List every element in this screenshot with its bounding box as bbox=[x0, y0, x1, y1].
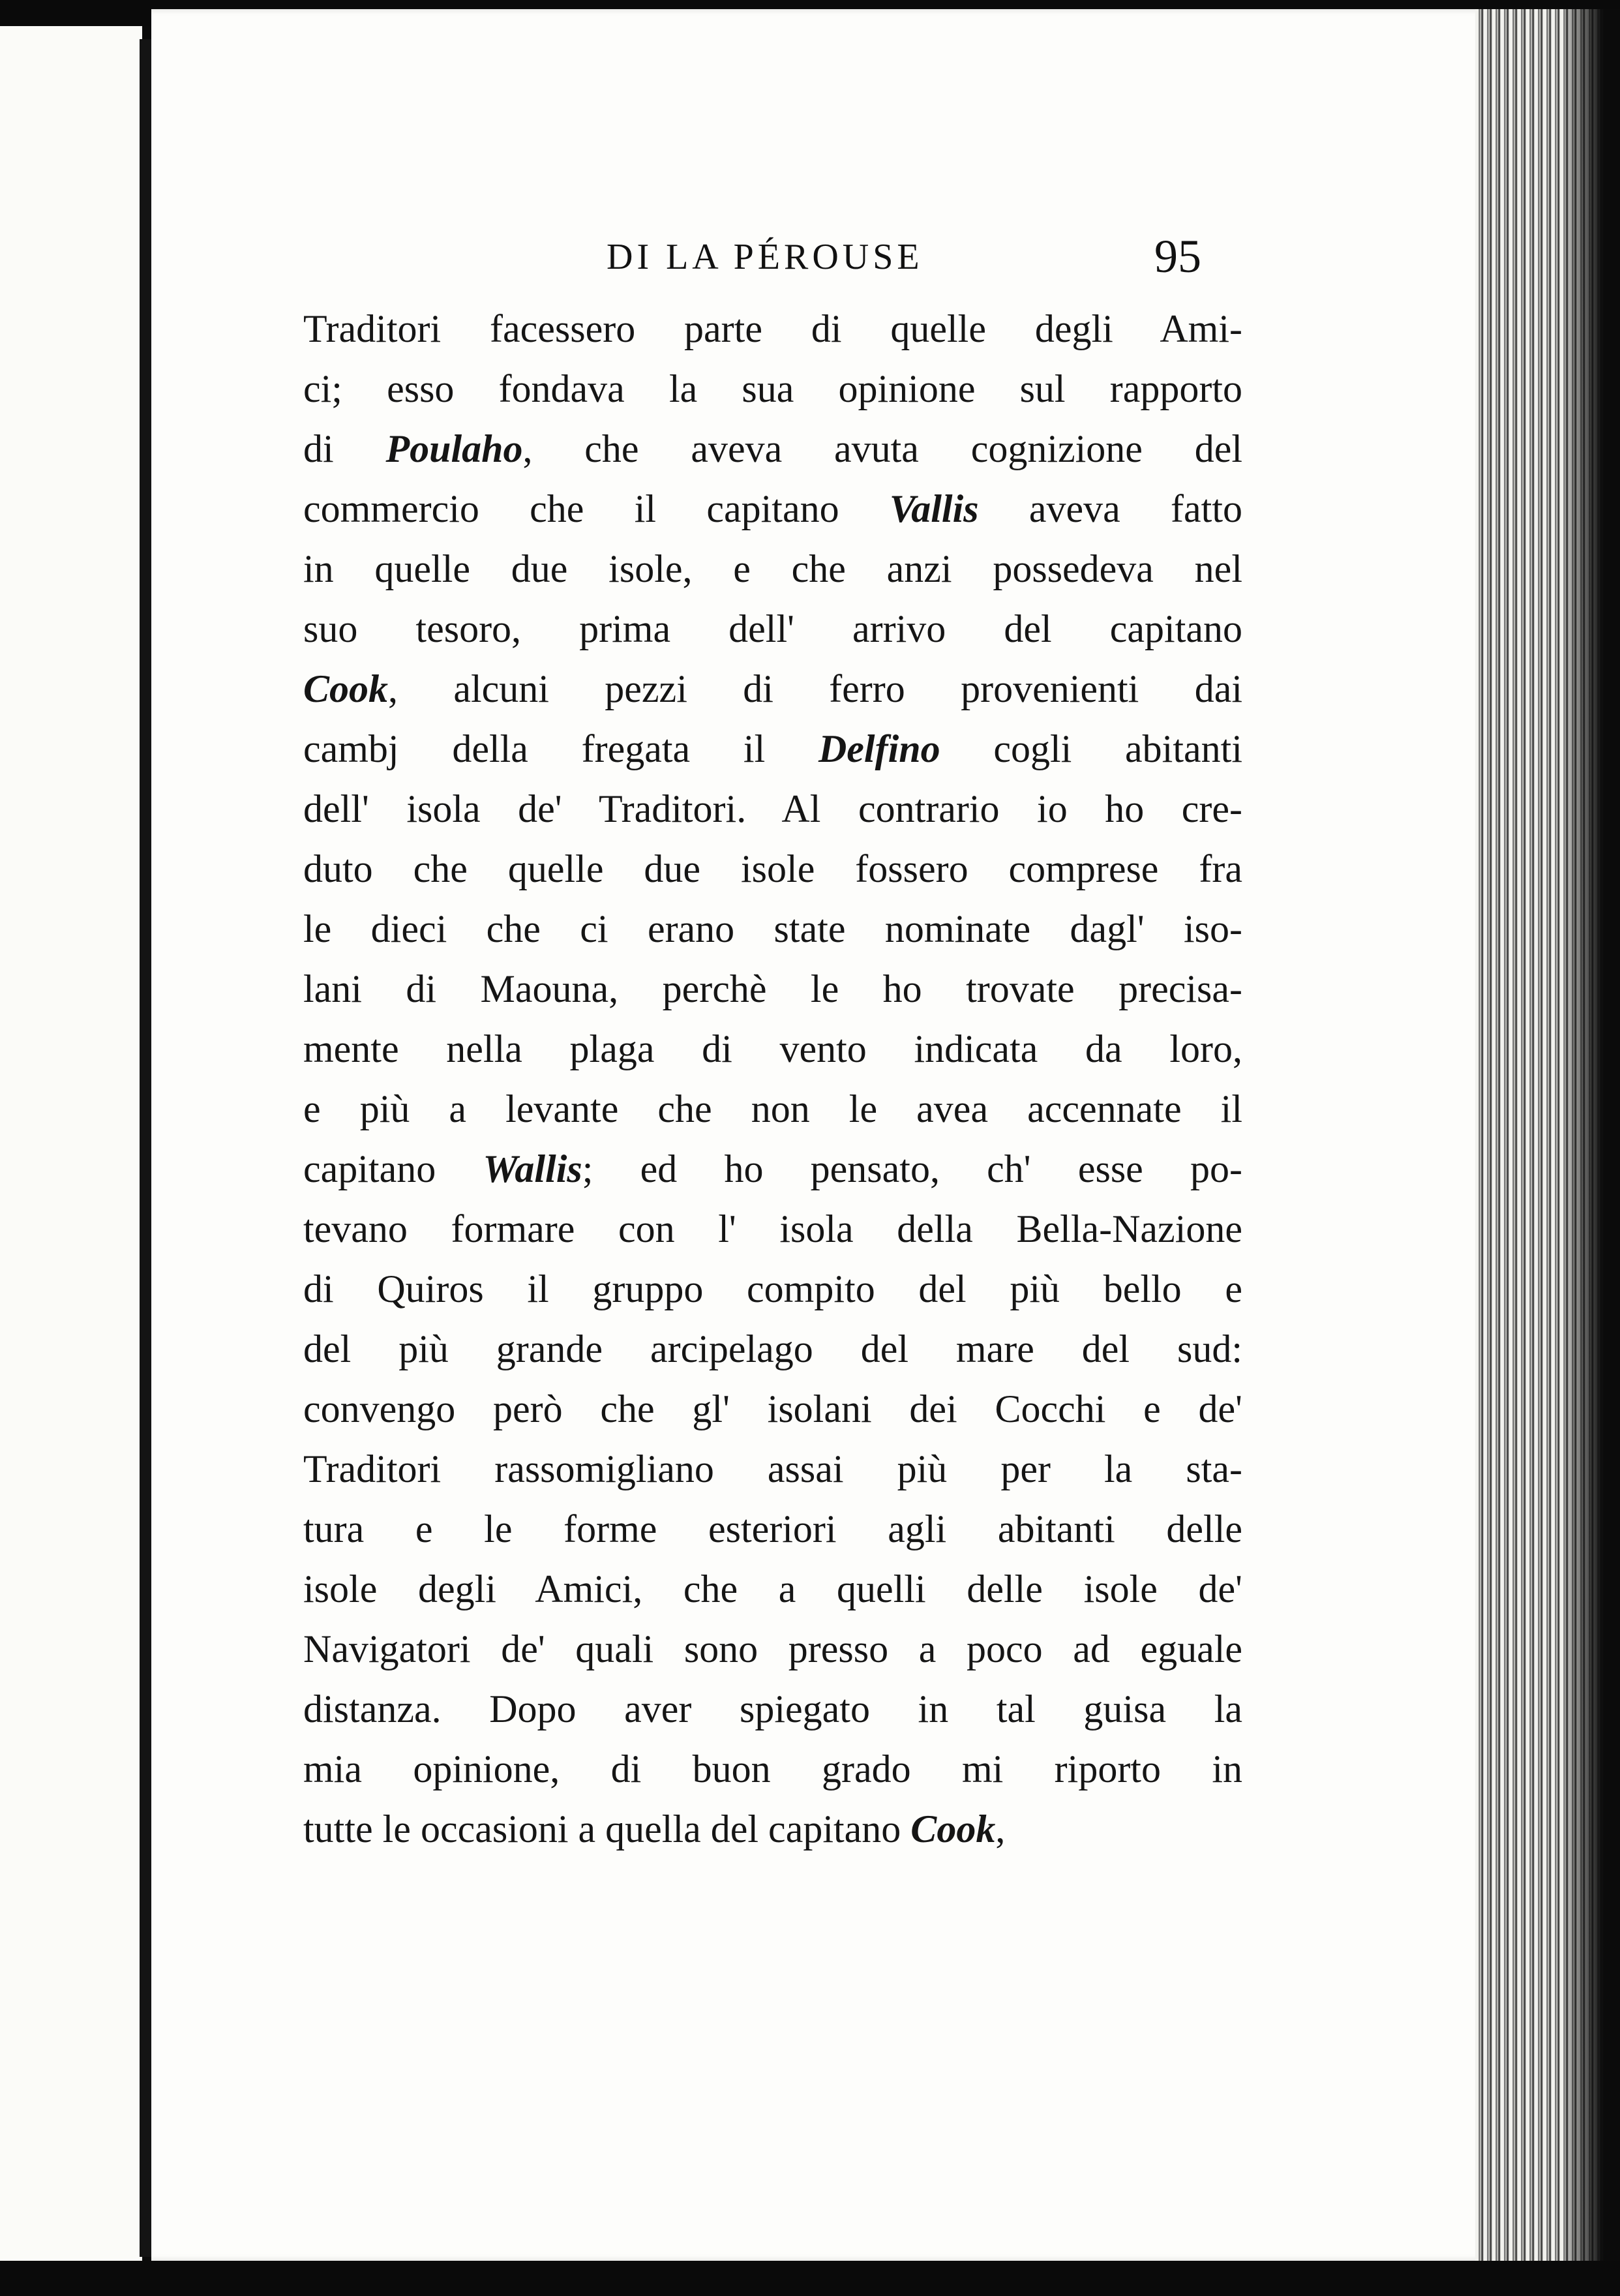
text-line: suo tesoro, prima dell' arrivo del capitano bbox=[303, 607, 1242, 650]
body-text bbox=[303, 299, 1242, 1859]
italic-name: Poulaho bbox=[385, 427, 523, 470]
text-line: dell' isola de' Traditori. Al contrario io ho cre- bbox=[303, 787, 1242, 830]
text-line: tura e le forme esteriori agli abitanti delle bbox=[303, 1507, 1242, 1550]
text-line: tevano formare con l' isola della Bella-Nazione bbox=[303, 1207, 1242, 1250]
text-line: mente nella plaga di vento indicata da loro, bbox=[303, 1027, 1242, 1070]
text-line: cambj della fregata il Delfino cogli abitanti bbox=[303, 727, 1242, 770]
italic-name: Cook bbox=[910, 1807, 996, 1850]
italic-name: Delfino bbox=[818, 727, 940, 770]
text-line: di Poulaho, che aveva avuta cognizione del bbox=[303, 427, 1243, 470]
text-line: mia opinione, di buon grado mi riporto in bbox=[303, 1747, 1242, 1790]
book-gutter bbox=[140, 39, 151, 2257]
italic-name: Vallis bbox=[889, 487, 979, 530]
facing-page-edge bbox=[0, 26, 142, 2270]
text-line: commercio che il capitano Vallis aveva fatto bbox=[303, 487, 1243, 530]
text-line: lani di Maouna, perchè le ho trovate precisa- bbox=[303, 967, 1242, 1010]
text-line: e più a levante che non le avea accennate il bbox=[303, 1087, 1242, 1130]
text-line: distanza. Dopo aver spiegato in tal guisa la bbox=[303, 1687, 1242, 1730]
text-line: Traditori facessero parte di quelle degli Ami- bbox=[303, 307, 1242, 350]
text-line: convengo però che gl' isolani dei Cocchi e de' bbox=[303, 1387, 1242, 1430]
text-line: tutte le occasioni a quella del capitano Cook, bbox=[303, 1807, 1006, 1850]
italic-name: Cook bbox=[303, 667, 389, 710]
text-line: le dieci che ci erano state nominate dagl' iso- bbox=[303, 907, 1242, 950]
scan-border-right bbox=[1565, 9, 1620, 2261]
scan-border-bottom bbox=[0, 2261, 1620, 2296]
text-line: in quelle due isole, e che anzi possedeva nel bbox=[303, 547, 1242, 590]
text-line: del più grande arcipelago del mare del sud: bbox=[303, 1327, 1242, 1370]
text-line: capitano Wallis; ed ho pensato, ch' esse po- bbox=[303, 1147, 1242, 1190]
text-line: duto che quelle due isole fossero comprese fra bbox=[303, 847, 1242, 890]
text-line: Navigatori de' quali sono presso a poco ad eguale bbox=[303, 1627, 1242, 1670]
text-line: Traditori rassomigliano assai più per la sta- bbox=[303, 1447, 1242, 1490]
text-line: isole degli Amici, che a quelli delle isole de' bbox=[303, 1567, 1242, 1610]
text-line: di Quiros il gruppo compito del più bello e bbox=[303, 1267, 1242, 1310]
running-title: DI LA PÉROUSE bbox=[607, 237, 923, 277]
text-line: Cook, alcuni pezzi di ferro provenienti dai bbox=[303, 667, 1242, 710]
italic-name: Wallis bbox=[483, 1147, 582, 1190]
page-number: 95 bbox=[1154, 230, 1201, 282]
text-line: ci; esso fondava la sua opinione sul rapporto bbox=[303, 367, 1242, 410]
